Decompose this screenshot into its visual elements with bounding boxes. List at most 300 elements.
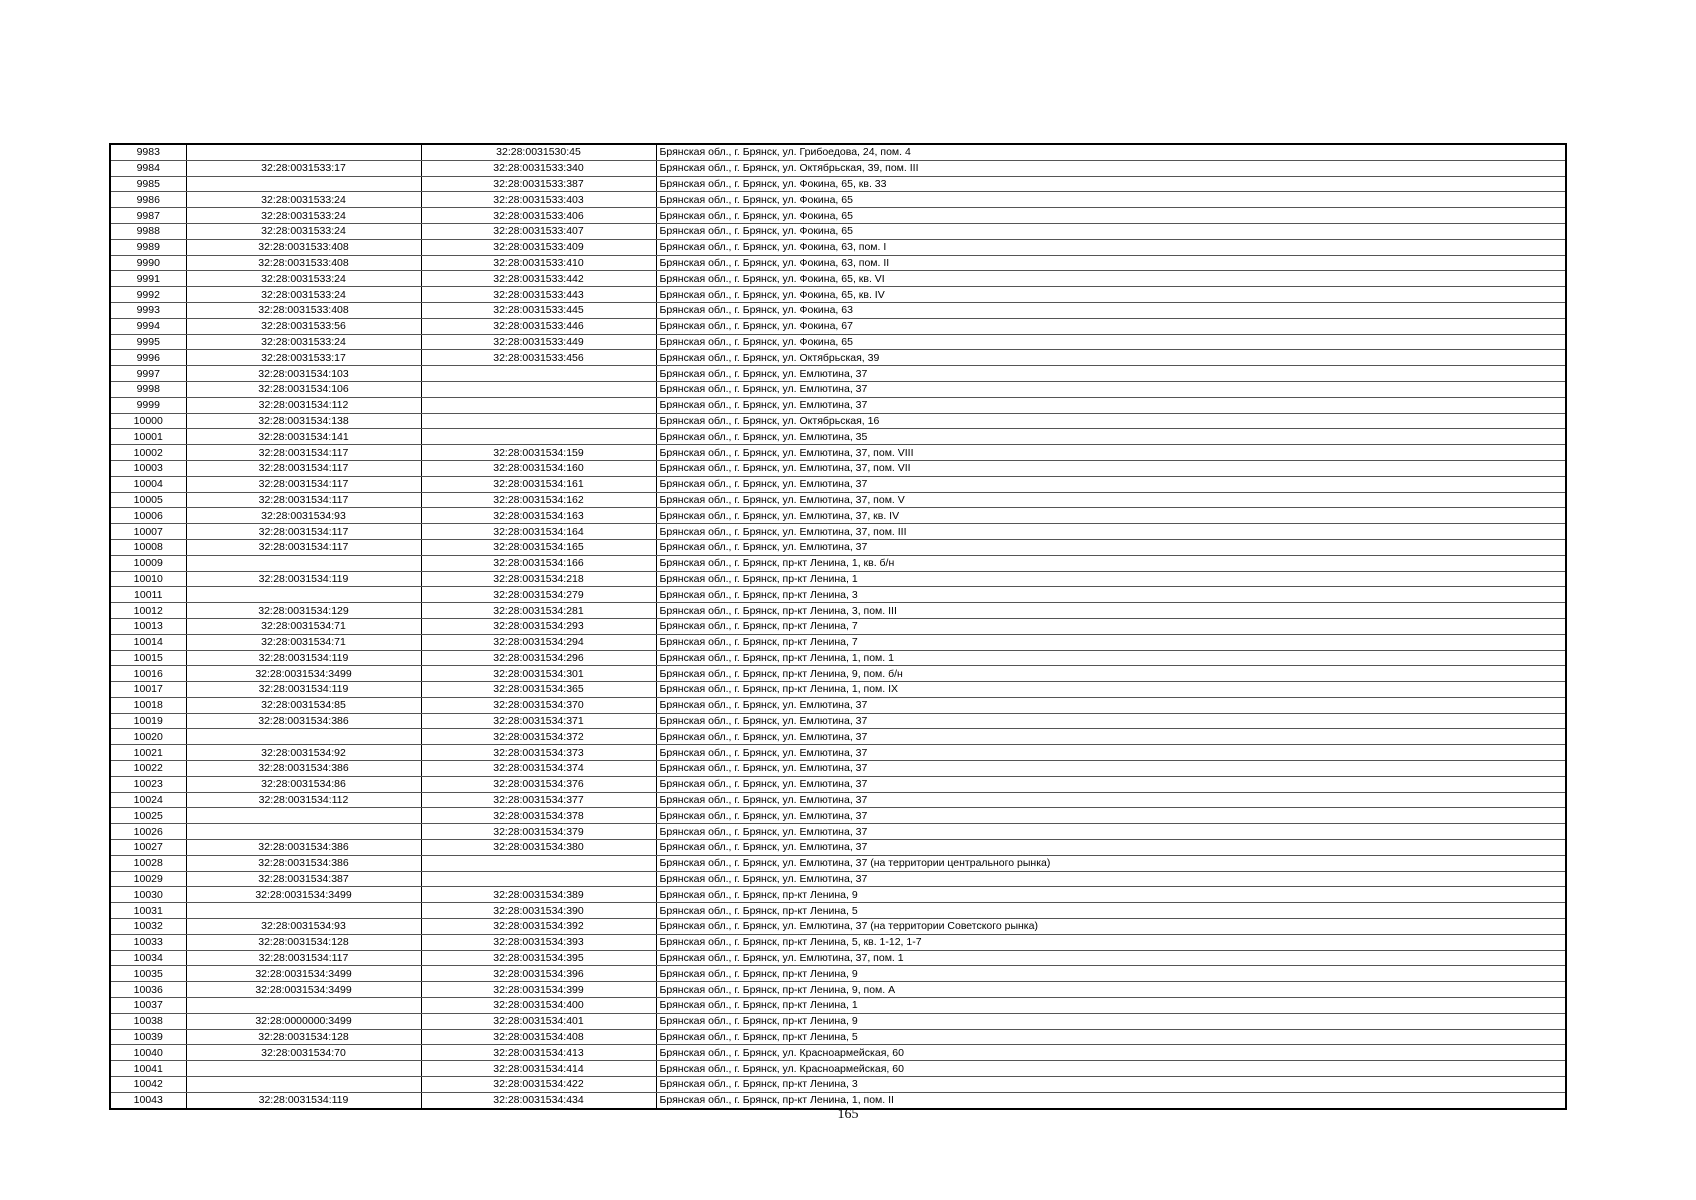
address-cell: Брянская обл., г. Брянск, ул. Емлютина, 37 <box>656 761 1566 777</box>
table-row <box>110 460 1566 476</box>
land-cadastral-number-cell <box>186 1077 421 1093</box>
land-cadastral-number-cell: 32:28:0031533:408 <box>186 255 421 271</box>
object-cadastral-number-cell: 32:28:0031534:279 <box>421 587 656 603</box>
table-row <box>110 445 1566 461</box>
object-cadastral-number-cell: 32:28:0031534:374 <box>421 761 656 777</box>
address-cell: Брянская обл., г. Брянск, ул. Емлютина, 37 <box>656 381 1566 397</box>
address-cell: Брянская обл., г. Брянск, ул. Емлютина, 37 <box>656 871 1566 887</box>
table-row <box>110 223 1566 239</box>
address-cell: Брянская обл., г. Брянск, ул. Емлютина, 37, пом. III <box>656 524 1566 540</box>
address-cell: Брянская обл., г. Брянск, ул. Октябрьская, 39, пом. III <box>656 160 1566 176</box>
object-cadastral-number-cell: 32:28:0031533:445 <box>421 302 656 318</box>
row-number-cell: 9999 <box>110 397 186 413</box>
address-cell: Брянская обл., г. Брянск, ул. Фокина, 65, кв. IV <box>656 287 1566 303</box>
table-row <box>110 745 1566 761</box>
address-cell: Брянская обл., г. Брянск, ул. Емлютина, 37 <box>656 729 1566 745</box>
land-cadastral-number-cell <box>186 729 421 745</box>
row-number-cell: 9996 <box>110 350 186 366</box>
address-cell: Брянская обл., г. Брянск, ул. Емлютина, 37 <box>656 366 1566 382</box>
row-number-cell: 10026 <box>110 824 186 840</box>
object-cadastral-number-cell: 32:28:0031534:371 <box>421 713 656 729</box>
object-cadastral-number-cell <box>421 413 656 429</box>
object-cadastral-number-cell: 32:28:0031534:218 <box>421 571 656 587</box>
table-row <box>110 160 1566 176</box>
table-row <box>110 144 1566 160</box>
row-number-cell: 10035 <box>110 966 186 982</box>
row-number-cell: 9995 <box>110 334 186 350</box>
object-cadastral-number-cell: 32:28:0031534:401 <box>421 1013 656 1029</box>
object-cadastral-number-cell <box>421 429 656 445</box>
address-cell: Брянская обл., г. Брянск, ул. Емлютина, 37 <box>656 745 1566 761</box>
row-number-cell: 10022 <box>110 761 186 777</box>
table-row <box>110 855 1566 871</box>
row-number-cell: 9986 <box>110 192 186 208</box>
table-row <box>110 1045 1566 1061</box>
object-cadastral-number-cell: 32:28:0031534:396 <box>421 966 656 982</box>
land-cadastral-number-cell <box>186 808 421 824</box>
object-cadastral-number-cell: 32:28:0031533:443 <box>421 287 656 303</box>
object-cadastral-number-cell: 32:28:0031534:393 <box>421 934 656 950</box>
row-number-cell: 10025 <box>110 808 186 824</box>
address-cell: Брянская обл., г. Брянск, пр-кт Ленина, 9, пом. б/н <box>656 666 1566 682</box>
table-row <box>110 1077 1566 1093</box>
land-cadastral-number-cell: 32:28:0031534:117 <box>186 524 421 540</box>
row-number-cell: 10013 <box>110 618 186 634</box>
row-number-cell: 10009 <box>110 555 186 571</box>
address-cell: Брянская обл., г. Брянск, ул. Фокина, 67 <box>656 318 1566 334</box>
address-cell: Брянская обл., г. Брянск, ул. Фокина, 65 <box>656 192 1566 208</box>
object-cadastral-number-cell: 32:28:0031534:422 <box>421 1077 656 1093</box>
row-number-cell: 10031 <box>110 903 186 919</box>
row-number-cell: 10033 <box>110 934 186 950</box>
row-number-cell: 10021 <box>110 745 186 761</box>
land-cadastral-number-cell: 32:28:0031534:119 <box>186 650 421 666</box>
table-row <box>110 350 1566 366</box>
address-cell: Брянская обл., г. Брянск, пр-кт Ленина, 1, пом. 1 <box>656 650 1566 666</box>
row-number-cell: 10027 <box>110 840 186 856</box>
address-cell: Брянская обл., г. Брянск, ул. Емлютина, 37 (на территории Советского рынка) <box>656 919 1566 935</box>
land-cadastral-number-cell: 32:28:0031534:117 <box>186 476 421 492</box>
registry-table <box>109 143 1567 1110</box>
object-cadastral-number-cell: 32:28:0031534:159 <box>421 445 656 461</box>
land-cadastral-number-cell: 32:28:0031533:24 <box>186 271 421 287</box>
table-row <box>110 208 1566 224</box>
table-row <box>110 682 1566 698</box>
address-cell: Брянская обл., г. Брянск, пр-кт Ленина, 5, кв. 1-12, 1-7 <box>656 934 1566 950</box>
object-cadastral-number-cell: 32:28:0031533:449 <box>421 334 656 350</box>
row-number-cell: 10017 <box>110 682 186 698</box>
object-cadastral-number-cell: 32:28:0031534:365 <box>421 682 656 698</box>
row-number-cell: 10029 <box>110 871 186 887</box>
row-number-cell: 10043 <box>110 1092 186 1108</box>
address-cell: Брянская обл., г. Брянск, ул. Фокина, 63 <box>656 302 1566 318</box>
table-row <box>110 476 1566 492</box>
address-cell: Брянская обл., г. Брянск, ул. Емлютина, 37, пом. V <box>656 492 1566 508</box>
object-cadastral-number-cell <box>421 397 656 413</box>
row-number-cell: 10030 <box>110 887 186 903</box>
address-cell: Брянская обл., г. Брянск, ул. Емлютина, 37 <box>656 539 1566 555</box>
address-cell: Брянская обл., г. Брянск, ул. Емлютина, 37 <box>656 792 1566 808</box>
table-row <box>110 934 1566 950</box>
address-cell: Брянская обл., г. Брянск, ул. Емлютина, 37 <box>656 824 1566 840</box>
object-cadastral-number-cell: 32:28:0031534:400 <box>421 998 656 1014</box>
row-number-cell: 10000 <box>110 413 186 429</box>
row-number-cell: 9998 <box>110 381 186 397</box>
object-cadastral-number-cell <box>421 381 656 397</box>
address-cell: Брянская обл., г. Брянск, пр-кт Ленина, 9 <box>656 1013 1566 1029</box>
row-number-cell: 10023 <box>110 776 186 792</box>
land-cadastral-number-cell: 32:28:0031534:119 <box>186 571 421 587</box>
row-number-cell: 10003 <box>110 460 186 476</box>
address-cell: Брянская обл., г. Брянск, ул. Емлютина, 35 <box>656 429 1566 445</box>
row-number-cell: 10007 <box>110 524 186 540</box>
land-cadastral-number-cell: 32:28:0031534:117 <box>186 460 421 476</box>
registry-table-body <box>110 144 1566 1109</box>
row-number-cell: 9991 <box>110 271 186 287</box>
address-cell: Брянская обл., г. Брянск, ул. Емлютина, 37, пом. VII <box>656 460 1566 476</box>
table-row <box>110 824 1566 840</box>
row-number-cell: 9985 <box>110 176 186 192</box>
table-row <box>110 192 1566 208</box>
address-cell: Брянская обл., г. Брянск, пр-кт Ленина, 1, пом. IX <box>656 682 1566 698</box>
row-number-cell: 10001 <box>110 429 186 445</box>
object-cadastral-number-cell: 32:28:0031533:407 <box>421 223 656 239</box>
object-cadastral-number-cell: 32:28:0031533:340 <box>421 160 656 176</box>
object-cadastral-number-cell: 32:28:0031533:409 <box>421 239 656 255</box>
object-cadastral-number-cell: 32:28:0031534:373 <box>421 745 656 761</box>
row-number-cell: 10039 <box>110 1029 186 1045</box>
address-cell: Брянская обл., г. Брянск, ул. Емлютина, 37 <box>656 476 1566 492</box>
table-row <box>110 966 1566 982</box>
row-number-cell: 9989 <box>110 239 186 255</box>
object-cadastral-number-cell: 32:28:0031530:45 <box>421 144 656 160</box>
object-cadastral-number-cell <box>421 871 656 887</box>
object-cadastral-number-cell: 32:28:0031534:165 <box>421 539 656 555</box>
address-cell: Брянская обл., г. Брянск, ул. Октябрьская, 39 <box>656 350 1566 366</box>
address-cell: Брянская обл., г. Брянск, ул. Грибоедова, 24, пом. 4 <box>656 144 1566 160</box>
address-cell: Брянская обл., г. Брянск, ул. Фокина, 63, пом. II <box>656 255 1566 271</box>
table-row <box>110 429 1566 445</box>
object-cadastral-number-cell: 32:28:0031534:163 <box>421 508 656 524</box>
table-row <box>110 366 1566 382</box>
table-row <box>110 729 1566 745</box>
land-cadastral-number-cell: 32:28:0031534:386 <box>186 855 421 871</box>
land-cadastral-number-cell: 32:28:0031534:85 <box>186 697 421 713</box>
address-cell: Брянская обл., г. Брянск, пр-кт Ленина, 9 <box>656 887 1566 903</box>
land-cadastral-number-cell: 32:28:0031534:386 <box>186 713 421 729</box>
address-cell: Брянская обл., г. Брянск, ул. Фокина, 65 <box>656 223 1566 239</box>
land-cadastral-number-cell <box>186 587 421 603</box>
object-cadastral-number-cell <box>421 366 656 382</box>
object-cadastral-number-cell: 32:28:0031534:281 <box>421 603 656 619</box>
object-cadastral-number-cell: 32:28:0031534:380 <box>421 840 656 856</box>
table-row <box>110 539 1566 555</box>
address-cell: Брянская обл., г. Брянск, ул. Фокина, 65, кв. 33 <box>656 176 1566 192</box>
row-number-cell: 10040 <box>110 1045 186 1061</box>
table-row <box>110 603 1566 619</box>
row-number-cell: 9984 <box>110 160 186 176</box>
address-cell: Брянская обл., г. Брянск, ул. Октябрьская, 16 <box>656 413 1566 429</box>
object-cadastral-number-cell: 32:28:0031533:406 <box>421 208 656 224</box>
land-cadastral-number-cell: 32:28:0000000:3499 <box>186 1013 421 1029</box>
address-cell: Брянская обл., г. Брянск, пр-кт Ленина, 1, пом. II <box>656 1092 1566 1108</box>
land-cadastral-number-cell: 32:28:0031534:387 <box>186 871 421 887</box>
land-cadastral-number-cell: 32:28:0031534:386 <box>186 840 421 856</box>
page-number: 165 <box>837 1107 859 1122</box>
table-row <box>110 555 1566 571</box>
object-cadastral-number-cell: 32:28:0031534:379 <box>421 824 656 840</box>
table-row <box>110 776 1566 792</box>
address-cell: Брянская обл., г. Брянск, пр-кт Ленина, 3 <box>656 587 1566 603</box>
address-cell: Брянская обл., г. Брянск, ул. Фокина, 63, пом. I <box>656 239 1566 255</box>
address-cell: Брянская обл., г. Брянск, ул. Емлютина, 37, пом. VIII <box>656 445 1566 461</box>
land-cadastral-number-cell: 32:28:0031534:70 <box>186 1045 421 1061</box>
object-cadastral-number-cell: 32:28:0031533:387 <box>421 176 656 192</box>
object-cadastral-number-cell: 32:28:0031534:162 <box>421 492 656 508</box>
address-cell: Брянская обл., г. Брянск, пр-кт Ленина, 1 <box>656 998 1566 1014</box>
table-row <box>110 761 1566 777</box>
object-cadastral-number-cell: 32:28:0031533:442 <box>421 271 656 287</box>
address-cell: Брянская обл., г. Брянск, ул. Фокина, 65, кв. VI <box>656 271 1566 287</box>
object-cadastral-number-cell: 32:28:0031534:296 <box>421 650 656 666</box>
row-number-cell: 10018 <box>110 697 186 713</box>
table-row <box>110 381 1566 397</box>
land-cadastral-number-cell: 32:28:0031534:119 <box>186 682 421 698</box>
address-cell: Брянская обл., г. Брянск, ул. Емлютина, 37 <box>656 713 1566 729</box>
table-row <box>110 697 1566 713</box>
object-cadastral-number-cell: 32:28:0031534:377 <box>421 792 656 808</box>
land-cadastral-number-cell <box>186 555 421 571</box>
table-row <box>110 271 1566 287</box>
table-row <box>110 1013 1566 1029</box>
address-cell: Брянская обл., г. Брянск, ул. Красноармейская, 60 <box>656 1045 1566 1061</box>
table-row <box>110 618 1566 634</box>
land-cadastral-number-cell: 32:28:0031534:129 <box>186 603 421 619</box>
table-row <box>110 1061 1566 1077</box>
row-number-cell: 10019 <box>110 713 186 729</box>
address-cell: Брянская обл., г. Брянск, пр-кт Ленина, 9 <box>656 966 1566 982</box>
table-row <box>110 871 1566 887</box>
object-cadastral-number-cell: 32:28:0031534:370 <box>421 697 656 713</box>
land-cadastral-number-cell: 32:28:0031534:86 <box>186 776 421 792</box>
row-number-cell: 10002 <box>110 445 186 461</box>
land-cadastral-number-cell: 32:28:0031534:103 <box>186 366 421 382</box>
table-row <box>110 950 1566 966</box>
row-number-cell: 10011 <box>110 587 186 603</box>
table-row <box>110 713 1566 729</box>
land-cadastral-number-cell <box>186 998 421 1014</box>
row-number-cell: 9993 <box>110 302 186 318</box>
table-row <box>110 413 1566 429</box>
object-cadastral-number-cell: 32:28:0031533:410 <box>421 255 656 271</box>
table-row <box>110 287 1566 303</box>
land-cadastral-number-cell: 32:28:0031534:112 <box>186 397 421 413</box>
address-cell: Брянская обл., г. Брянск, пр-кт Ленина, 7 <box>656 618 1566 634</box>
object-cadastral-number-cell: 32:28:0031533:456 <box>421 350 656 366</box>
object-cadastral-number-cell: 32:28:0031534:390 <box>421 903 656 919</box>
row-number-cell: 10028 <box>110 855 186 871</box>
land-cadastral-number-cell: 32:28:0031534:141 <box>186 429 421 445</box>
address-cell: Брянская обл., г. Брянск, ул. Емлютина, 37 <box>656 397 1566 413</box>
table-row <box>110 176 1566 192</box>
object-cadastral-number-cell: 32:28:0031534:164 <box>421 524 656 540</box>
object-cadastral-number-cell: 32:28:0031534:372 <box>421 729 656 745</box>
address-cell: Брянская обл., г. Брянск, пр-кт Ленина, 1, кв. б/н <box>656 555 1566 571</box>
table-row <box>110 792 1566 808</box>
table-row <box>110 318 1566 334</box>
land-cadastral-number-cell <box>186 1061 421 1077</box>
object-cadastral-number-cell: 32:28:0031534:408 <box>421 1029 656 1045</box>
table-row <box>110 587 1566 603</box>
row-number-cell: 9997 <box>110 366 186 382</box>
object-cadastral-number-cell: 32:28:0031534:389 <box>421 887 656 903</box>
land-cadastral-number-cell: 32:28:0031534:3499 <box>186 666 421 682</box>
table-row <box>110 508 1566 524</box>
table-row <box>110 998 1566 1014</box>
land-cadastral-number-cell <box>186 824 421 840</box>
land-cadastral-number-cell: 32:28:0031534:117 <box>186 950 421 966</box>
address-cell: Брянская обл., г. Брянск, ул. Емлютина, 37 <box>656 808 1566 824</box>
land-cadastral-number-cell: 32:28:0031533:17 <box>186 350 421 366</box>
object-cadastral-number-cell: 32:28:0031534:161 <box>421 476 656 492</box>
object-cadastral-number-cell: 32:28:0031534:376 <box>421 776 656 792</box>
address-cell: Брянская обл., г. Брянск, пр-кт Ленина, 9, пом. А <box>656 982 1566 998</box>
land-cadastral-number-cell: 32:28:0031534:117 <box>186 492 421 508</box>
land-cadastral-number-cell: 32:28:0031533:408 <box>186 239 421 255</box>
address-cell: Брянская обл., г. Брянск, ул. Емлютина, 37 <box>656 840 1566 856</box>
address-cell: Брянская обл., г. Брянск, ул. Емлютина, 37, пом. 1 <box>656 950 1566 966</box>
land-cadastral-number-cell: 32:28:0031533:24 <box>186 208 421 224</box>
address-cell: Брянская обл., г. Брянск, пр-кт Ленина, 3 <box>656 1077 1566 1093</box>
row-number-cell: 9990 <box>110 255 186 271</box>
object-cadastral-number-cell <box>421 855 656 871</box>
object-cadastral-number-cell: 32:28:0031533:446 <box>421 318 656 334</box>
land-cadastral-number-cell: 32:28:0031534:117 <box>186 539 421 555</box>
table-row <box>110 634 1566 650</box>
table-row <box>110 919 1566 935</box>
row-number-cell: 10004 <box>110 476 186 492</box>
table-row <box>110 982 1566 998</box>
land-cadastral-number-cell: 32:28:0031534:92 <box>186 745 421 761</box>
address-cell: Брянская обл., г. Брянск, пр-кт Ленина, 5 <box>656 903 1566 919</box>
land-cadastral-number-cell: 32:28:0031533:24 <box>186 223 421 239</box>
land-cadastral-number-cell <box>186 903 421 919</box>
object-cadastral-number-cell: 32:28:0031534:160 <box>421 460 656 476</box>
address-cell: Брянская обл., г. Брянск, ул. Фокина, 65 <box>656 208 1566 224</box>
table-row <box>110 524 1566 540</box>
table-row <box>110 808 1566 824</box>
row-number-cell: 10006 <box>110 508 186 524</box>
table-row <box>110 903 1566 919</box>
land-cadastral-number-cell: 32:28:0031534:93 <box>186 919 421 935</box>
row-number-cell: 10024 <box>110 792 186 808</box>
land-cadastral-number-cell: 32:28:0031534:93 <box>186 508 421 524</box>
land-cadastral-number-cell: 32:28:0031534:71 <box>186 634 421 650</box>
land-cadastral-number-cell: 32:28:0031533:17 <box>186 160 421 176</box>
row-number-cell: 9992 <box>110 287 186 303</box>
row-number-cell: 10042 <box>110 1077 186 1093</box>
row-number-cell: 10032 <box>110 919 186 935</box>
land-cadastral-number-cell: 32:28:0031533:24 <box>186 287 421 303</box>
land-cadastral-number-cell: 32:28:0031534:3499 <box>186 966 421 982</box>
address-cell: Брянская обл., г. Брянск, пр-кт Ленина, 7 <box>656 634 1566 650</box>
row-number-cell: 10010 <box>110 571 186 587</box>
address-cell: Брянская обл., г. Брянск, ул. Фокина, 65 <box>656 334 1566 350</box>
land-cadastral-number-cell: 32:28:0031534:112 <box>186 792 421 808</box>
table-row <box>110 650 1566 666</box>
row-number-cell: 10008 <box>110 539 186 555</box>
land-cadastral-number-cell: 32:28:0031534:128 <box>186 934 421 950</box>
table-row <box>110 302 1566 318</box>
row-number-cell: 10036 <box>110 982 186 998</box>
land-cadastral-number-cell: 32:28:0031533:56 <box>186 318 421 334</box>
object-cadastral-number-cell: 32:28:0031534:392 <box>421 919 656 935</box>
address-cell: Брянская обл., г. Брянск, пр-кт Ленина, 5 <box>656 1029 1566 1045</box>
row-number-cell: 10014 <box>110 634 186 650</box>
table-row <box>110 1029 1566 1045</box>
row-number-cell: 10015 <box>110 650 186 666</box>
land-cadastral-number-cell: 32:28:0031533:24 <box>186 334 421 350</box>
object-cadastral-number-cell: 32:28:0031533:403 <box>421 192 656 208</box>
row-number-cell: 10012 <box>110 603 186 619</box>
row-number-cell: 9983 <box>110 144 186 160</box>
row-number-cell: 10034 <box>110 950 186 966</box>
address-cell: Брянская обл., г. Брянск, ул. Емлютина, 37 <box>656 697 1566 713</box>
address-cell: Брянская обл., г. Брянск, ул. Емлютина, 37 (на территории центрального рынка) <box>656 855 1566 871</box>
land-cadastral-number-cell: 32:28:0031534:138 <box>186 413 421 429</box>
land-cadastral-number-cell: 32:28:0031533:24 <box>186 192 421 208</box>
object-cadastral-number-cell: 32:28:0031534:413 <box>421 1045 656 1061</box>
address-cell: Брянская обл., г. Брянск, ул. Красноармейская, 60 <box>656 1061 1566 1077</box>
table-row <box>110 666 1566 682</box>
table-row <box>110 239 1566 255</box>
table-row <box>110 492 1566 508</box>
address-cell: Брянская обл., г. Брянск, пр-кт Ленина, 1 <box>656 571 1566 587</box>
land-cadastral-number-cell <box>186 176 421 192</box>
row-number-cell: 10005 <box>110 492 186 508</box>
row-number-cell: 10037 <box>110 998 186 1014</box>
land-cadastral-number-cell: 32:28:0031534:71 <box>186 618 421 634</box>
row-number-cell: 10041 <box>110 1061 186 1077</box>
land-cadastral-number-cell: 32:28:0031533:408 <box>186 302 421 318</box>
land-cadastral-number-cell: 32:28:0031534:128 <box>186 1029 421 1045</box>
object-cadastral-number-cell: 32:28:0031534:395 <box>421 950 656 966</box>
land-cadastral-number-cell: 32:28:0031534:3499 <box>186 887 421 903</box>
table-row <box>110 397 1566 413</box>
object-cadastral-number-cell: 32:28:0031534:434 <box>421 1092 656 1108</box>
row-number-cell: 10020 <box>110 729 186 745</box>
address-cell: Брянская обл., г. Брянск, ул. Емлютина, 37, кв. IV <box>656 508 1566 524</box>
object-cadastral-number-cell: 32:28:0031534:293 <box>421 618 656 634</box>
object-cadastral-number-cell: 32:28:0031534:301 <box>421 666 656 682</box>
table-row <box>110 255 1566 271</box>
row-number-cell: 9994 <box>110 318 186 334</box>
object-cadastral-number-cell: 32:28:0031534:294 <box>421 634 656 650</box>
row-number-cell: 10038 <box>110 1013 186 1029</box>
land-cadastral-number-cell: 32:28:0031534:386 <box>186 761 421 777</box>
land-cadastral-number-cell: 32:28:0031534:106 <box>186 381 421 397</box>
land-cadastral-number-cell: 32:28:0031534:3499 <box>186 982 421 998</box>
table-row <box>110 571 1566 587</box>
row-number-cell: 10016 <box>110 666 186 682</box>
row-number-cell: 9988 <box>110 223 186 239</box>
object-cadastral-number-cell: 32:28:0031534:166 <box>421 555 656 571</box>
object-cadastral-number-cell: 32:28:0031534:399 <box>421 982 656 998</box>
land-cadastral-number-cell <box>186 144 421 160</box>
land-cadastral-number-cell: 32:28:0031534:117 <box>186 445 421 461</box>
object-cadastral-number-cell: 32:28:0031534:414 <box>421 1061 656 1077</box>
table-row <box>110 887 1566 903</box>
